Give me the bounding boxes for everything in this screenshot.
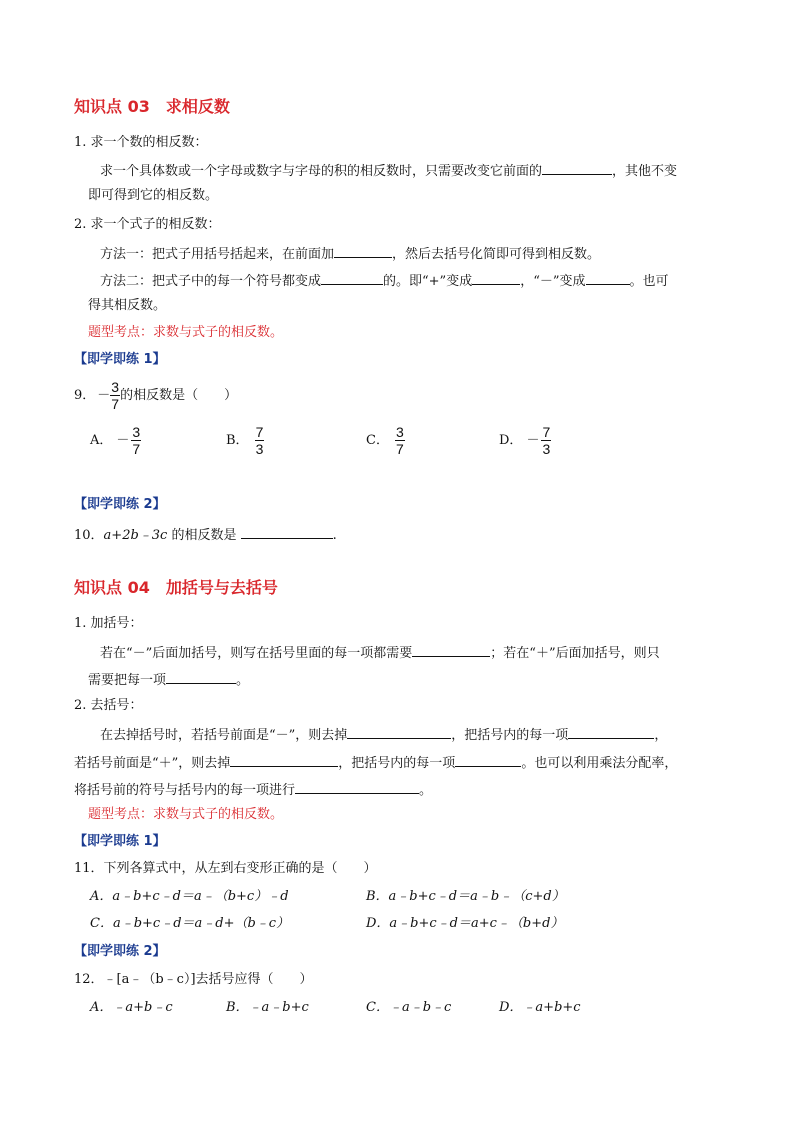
k3-p1-line1-end: ，其他不变: [612, 164, 678, 179]
q9-option-a: [90, 425, 141, 456]
fraction: [255, 425, 265, 456]
k4-p2-line2b: ，把括号内的每一项: [338, 756, 456, 771]
blank: [542, 162, 612, 175]
fraction-denominator: 3: [542, 441, 551, 457]
k4-p2-line3b: 。: [419, 783, 433, 798]
blank: [455, 754, 521, 767]
k4-p2-line3a: 将括号前的符号与括号内的每一项进行: [74, 783, 296, 798]
option-label: D．: [499, 433, 523, 448]
fraction-denominator: 3: [255, 441, 264, 457]
q12-option-b: B．﹣a﹣b+c: [226, 1000, 309, 1015]
fraction-numerator: 3: [395, 424, 404, 440]
fraction-numerator: 3: [111, 379, 120, 395]
q11-option-a: A．a﹣b+c﹣d＝a﹣（b+c）﹣d: [90, 889, 289, 904]
q9-option-b: [226, 425, 264, 456]
k4-p2-line2: [74, 754, 677, 770]
answer-blank: [241, 526, 333, 539]
section-title-04: 知识点 04 加括号与去括号: [74, 578, 278, 597]
q11-option-b: B．a﹣b+c﹣d＝a﹣b﹣（c+d）: [366, 889, 565, 904]
k4-p2-line1a: 在去掉括号时，若括号前面是“－”，则去掉: [100, 728, 348, 743]
fraction-denominator: 7: [111, 396, 120, 412]
k4-p2-line2a: 若括号前面是“＋”，则去掉: [74, 756, 231, 771]
section-title-03: 知识点 03 求相反数: [74, 97, 230, 116]
k4-p2-line3: [74, 781, 432, 797]
minus-sign: －: [97, 388, 111, 403]
fraction: [395, 425, 405, 456]
fraction-denominator: 7: [395, 441, 404, 457]
blank: [412, 644, 490, 657]
k4-p2-line2c: 。也可以利用乘法分配率，: [521, 756, 678, 771]
q11-option-c: C．a﹣b+c﹣d＝a﹣d+（b﹣c）: [90, 916, 290, 931]
fraction-numerator: 3: [132, 424, 141, 440]
k4-p1-line1b: ；若在“＋”后面加括号，则只: [490, 646, 660, 661]
minus-sign: －: [116, 433, 130, 448]
blank: [568, 726, 654, 739]
topic-tag: 题型考点：求数与式子的相反数。: [88, 325, 284, 340]
q11-option-d: D．a﹣b+c﹣d＝a+c﹣（b+d）: [366, 916, 564, 931]
drill-heading: 【即学即练 1】: [74, 834, 166, 849]
k3-method2-b: 的。即“+”变成: [383, 274, 473, 289]
blank: [321, 272, 383, 285]
blank: [586, 272, 630, 285]
period: .: [332, 528, 337, 543]
q9-option-c: [366, 425, 405, 456]
expression: a+2b﹣3c: [103, 528, 168, 543]
question-number: 10．: [74, 528, 104, 543]
blank: [472, 272, 520, 285]
fraction: [131, 425, 141, 456]
option-label: A．: [90, 433, 113, 448]
q12-option-d: D．﹣a+b+c: [499, 1000, 581, 1015]
fraction-numerator: 7: [255, 424, 264, 440]
k3-method2: [100, 272, 669, 288]
k3-method1-b: ，然后去括号化简即可得到相反数。: [392, 247, 601, 262]
minus-sign: －: [526, 433, 540, 448]
blank: [347, 726, 451, 739]
k3-p1-line1: [100, 162, 677, 178]
question-text: 的相反数是（ ）: [120, 388, 238, 403]
drill-heading: 【即学即练 2】: [74, 944, 166, 959]
blank: [295, 781, 419, 794]
drill-heading: 【即学即练 1】: [74, 352, 166, 367]
k4-p2-line1: [100, 726, 667, 742]
k4-p2-heading: 2. 去括号：: [74, 698, 143, 713]
k3-p1-heading: 1. 求一个数的相反数：: [74, 135, 208, 150]
question-12: 12．﹣[a﹣（b﹣c）]去括号应得（ ）: [74, 972, 313, 987]
blank: [166, 671, 236, 684]
k4-p1-line2: [88, 671, 249, 687]
k3-method2-a: 方法二：把式子中的每一个符号都变成: [100, 274, 322, 289]
blank: [334, 245, 392, 258]
fraction: [110, 380, 120, 411]
k4-p1-line1: [100, 644, 660, 660]
q12-option-c: C．﹣a﹣b﹣c: [366, 1000, 452, 1015]
topic-tag: 题型考点：求数与式子的相反数。: [88, 807, 284, 822]
k4-p1-line2b: 。: [236, 673, 250, 688]
fraction-numerator: 7: [542, 424, 551, 440]
k4-p1-line1a: 若在“－”后面加括号，则写在括号里面的每一项都需要: [100, 646, 413, 661]
k3-method1-a: 方法一：把式子用括号括起来，在前面加: [100, 247, 335, 262]
k4-p2-line1b: ，把括号内的每一项: [451, 728, 569, 743]
k3-method2-line2: 得其相反数。: [88, 298, 167, 313]
question-number: 9．: [74, 388, 96, 403]
option-label: C．: [366, 433, 389, 448]
blank: [230, 754, 338, 767]
k3-method2-c: ，“－”变成: [520, 274, 586, 289]
question-11: 11．下列各算式中，从左到右变形正确的是（ ）: [74, 861, 377, 876]
fraction-denominator: 7: [132, 441, 141, 457]
k3-p2-heading: 2. 求一个式子的相反数：: [74, 217, 221, 232]
q12-option-a: A．﹣a+b﹣c: [90, 1000, 173, 1015]
k3-method1: [100, 245, 600, 261]
k3-p1-line1-text: 求一个具体数或一个字母或数字与字母的积的相反数时，只需要改变它前面的: [100, 164, 543, 179]
k3-method2-d: 。也可: [629, 274, 669, 289]
fraction: [541, 425, 551, 456]
option-label: B．: [226, 433, 249, 448]
k4-p1-line2a: 需要把每一项: [88, 673, 167, 688]
question-9: [74, 380, 237, 411]
k3-p1-line2: 即可得到它的相反数。: [88, 188, 219, 203]
question-10: [74, 526, 337, 542]
drill-heading: 【即学即练 2】: [74, 497, 166, 512]
question-text: 的相反数是: [167, 528, 241, 543]
k4-p2-line1c: ，: [654, 728, 668, 743]
q9-option-d: [499, 425, 551, 456]
k4-p1-heading: 1. 加括号：: [74, 616, 143, 631]
